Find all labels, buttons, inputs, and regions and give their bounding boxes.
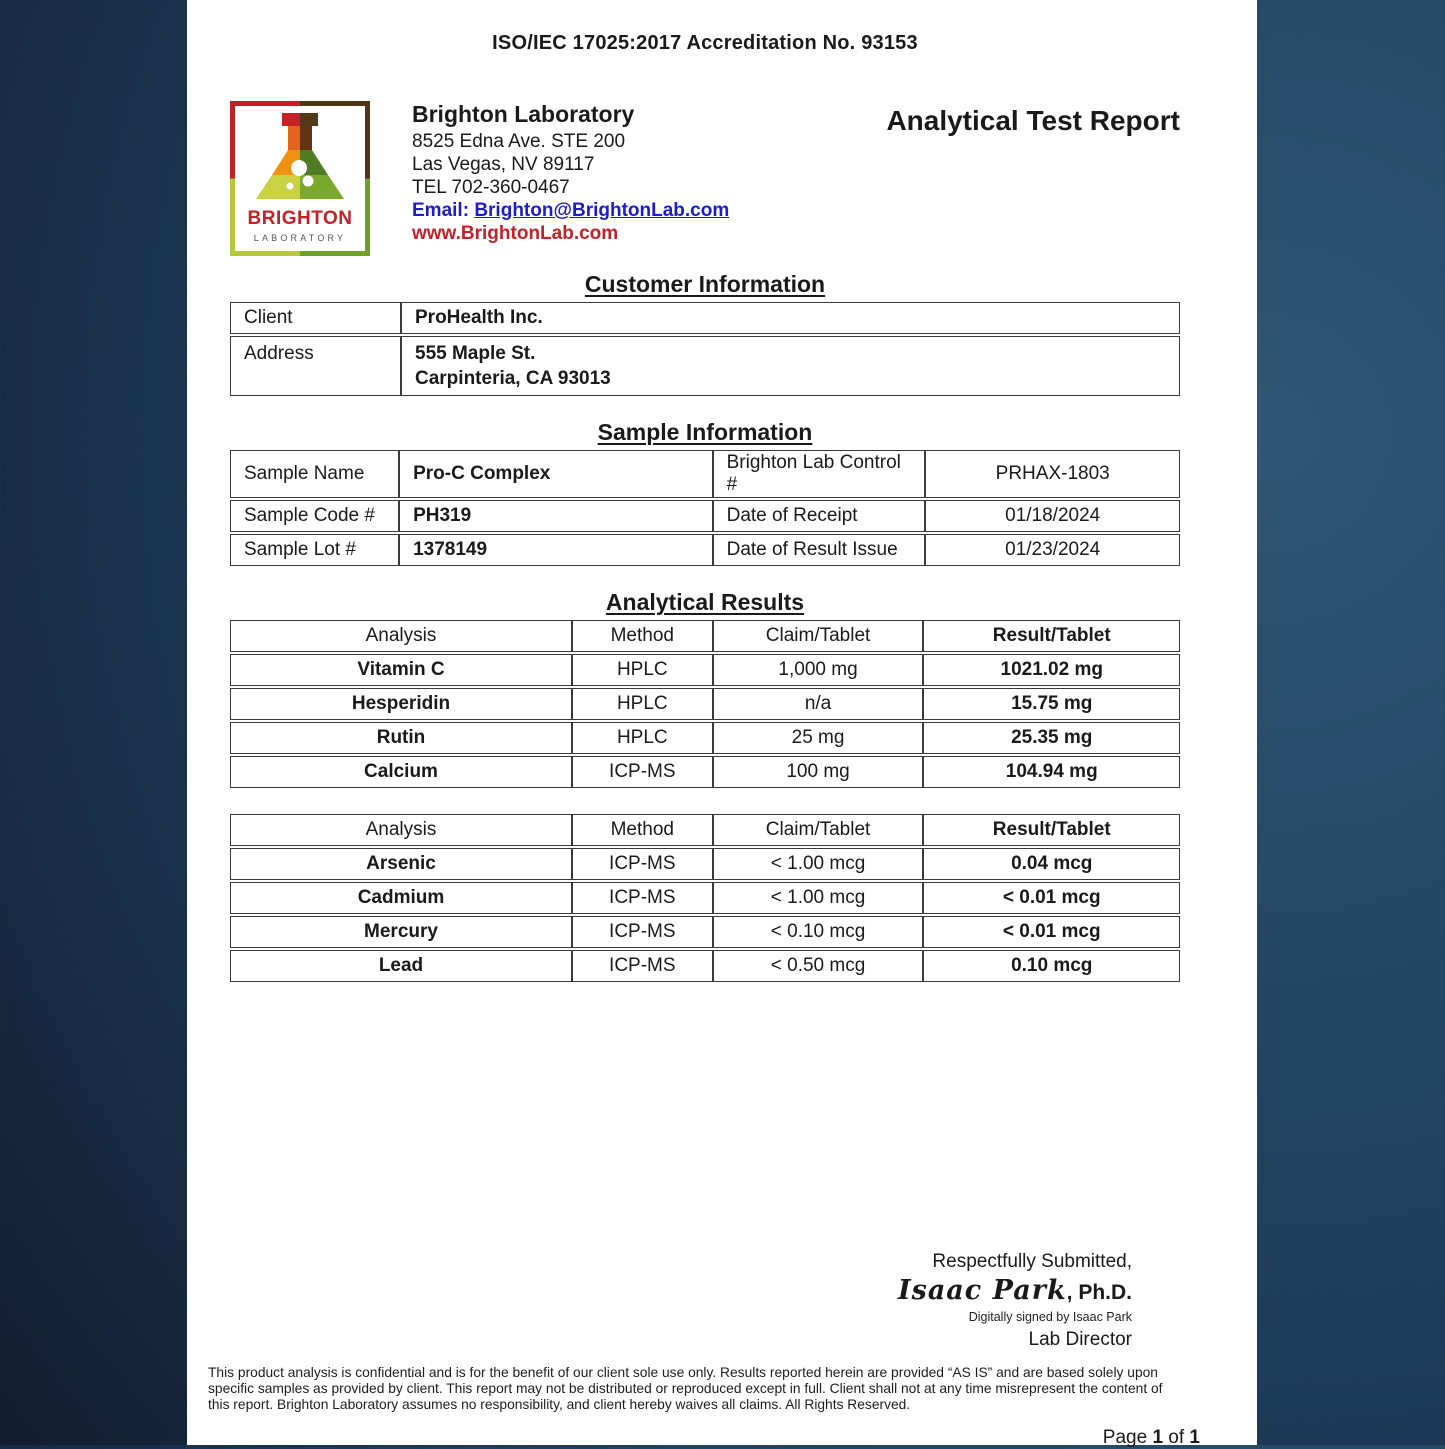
logo-brand-text: BRIGHTON <box>247 208 353 229</box>
claim-cell: 1,000 mg <box>713 654 924 686</box>
table-row <box>230 688 1180 720</box>
column-header: Claim/Tablet <box>713 814 924 846</box>
method-cell: HPLC <box>572 654 713 686</box>
sample-field-value: 1378149 <box>399 534 713 566</box>
table-row <box>230 534 1180 566</box>
sample-field-label: Date of Receipt <box>713 500 926 532</box>
claim-cell: n/a <box>713 688 924 720</box>
claim-cell: < 1.00 mcg <box>713 882 924 914</box>
result-cell: 0.10 mcg <box>923 950 1180 982</box>
lab-address-line2: Las Vegas, NV 89117 <box>412 154 595 175</box>
table-row <box>230 500 1180 532</box>
disclaimer-text: This product analysis is confidential and is for the benefit of our client sole use only. Results reported herein are provided “AS IS” and are based solely upon specific samples as provided by client. This report may not be distributed or reproduced except in full. Client shall not at any time misrepresent the content of this report. Brighton Laboratory assumes no responsibility, and client hereby waives all claims. All Rights Reserved. <box>208 1364 1163 1413</box>
result-cell: < 0.01 mcg <box>923 882 1180 914</box>
client-label: Client <box>230 302 401 334</box>
result-cell: < 0.01 mcg <box>923 916 1180 948</box>
client-value: ProHealth Inc. <box>401 302 1180 334</box>
table-header-row <box>230 814 1180 846</box>
sample-field-value: PH319 <box>399 500 713 532</box>
logo-frame-bottom <box>230 251 370 256</box>
results-table-1 <box>230 618 1180 790</box>
report-page <box>187 0 1257 1448</box>
email-link[interactable]: Brighton@BrightonLab.com <box>474 200 730 221</box>
table-row <box>230 722 1180 754</box>
logo-brand-subtext: LABORATORY <box>253 233 347 243</box>
method-cell: ICP-MS <box>572 916 713 948</box>
result-cell: 104.94 mg <box>923 756 1180 788</box>
sample-field-label: Sample Code # <box>230 500 399 532</box>
analysis-cell: Hesperidin <box>230 688 572 720</box>
result-cell: 0.04 mcg <box>923 848 1180 880</box>
sample-info-title: Sample Information <box>597 419 813 445</box>
claim-cell: < 0.10 mcg <box>713 916 924 948</box>
analysis-cell: Mercury <box>230 916 572 948</box>
result-cell: 15.75 mg <box>923 688 1180 720</box>
analysis-cell: Lead <box>230 950 572 982</box>
method-cell: ICP-MS <box>572 882 713 914</box>
sample-field-value: 01/23/2024 <box>925 534 1180 566</box>
column-header: Result/Tablet <box>923 814 1180 846</box>
page-current: 1 <box>1152 1426 1164 1448</box>
address-line1: 555 Maple St. <box>415 343 536 364</box>
sample-field-label: Brighton Lab Control # <box>713 450 926 498</box>
column-header: Method <box>572 814 713 846</box>
page-prefix: Page <box>1102 1426 1153 1448</box>
claim-cell: < 0.50 mcg <box>713 950 924 982</box>
logo-frame-top <box>230 101 370 106</box>
table-row <box>230 302 1180 334</box>
lab-address-line1: 8525 Edna Ave. STE 200 <box>412 131 626 152</box>
table-row <box>230 882 1180 914</box>
signer-role: Lab Director <box>1028 1328 1132 1350</box>
lab-email-line <box>412 199 729 222</box>
lab-phone: TEL 702-360-0467 <box>412 177 570 198</box>
table-row <box>230 450 1180 498</box>
sample-field-label: Sample Name <box>230 450 399 498</box>
analysis-cell: Calcium <box>230 756 572 788</box>
table-header-row <box>230 620 1180 652</box>
analysis-cell: Cadmium <box>230 882 572 914</box>
page-total: 1 <box>1189 1426 1200 1448</box>
sample-field-value: Pro-C Complex <box>399 450 713 498</box>
accreditation-line: ISO/IEC 17025:2017 Accreditation No. 93153 <box>492 32 918 54</box>
analytical-results-title: Analytical Results <box>605 589 805 615</box>
result-cell: 25.35 mg <box>923 722 1180 754</box>
address-label: Address <box>230 336 401 396</box>
sample-field-label: Date of Result Issue <box>713 534 926 566</box>
lab-header <box>230 101 1180 256</box>
method-cell: ICP-MS <box>572 756 713 788</box>
table-row <box>230 654 1180 686</box>
result-cell: 1021.02 mg <box>923 654 1180 686</box>
column-header: Result/Tablet <box>923 620 1180 652</box>
signature-salutation: Respectfully Submitted, <box>932 1251 1132 1272</box>
claim-cell: 100 mg <box>713 756 924 788</box>
sample-info-table <box>230 448 1180 568</box>
customer-info-title: Customer Information <box>584 271 826 297</box>
signature-block <box>230 1252 1180 1349</box>
sample-field-value: PRHAX-1803 <box>925 450 1180 498</box>
report-title: Analytical Test Report <box>886 105 1180 136</box>
results-table-2 <box>230 812 1180 984</box>
signature-suffix: , Ph.D. <box>1066 1281 1132 1304</box>
analysis-cell: Arsenic <box>230 848 572 880</box>
flask-icon <box>250 111 350 203</box>
digital-signature-note: Digitally signed by Isaac Park <box>968 1310 1132 1324</box>
method-cell: HPLC <box>572 722 713 754</box>
lab-name: Brighton Laboratory <box>412 101 635 127</box>
analysis-cell: Vitamin C <box>230 654 572 686</box>
table-row <box>230 848 1180 880</box>
address-value <box>401 336 1180 396</box>
sample-field-value: 01/18/2024 <box>925 500 1180 532</box>
email-label: Email: <box>412 200 475 221</box>
lab-contact-block <box>412 101 729 245</box>
column-header: Analysis <box>230 620 572 652</box>
method-cell: ICP-MS <box>572 848 713 880</box>
brighton-logo <box>230 101 370 256</box>
analysis-cell: Rutin <box>230 722 572 754</box>
claim-cell: 25 mg <box>713 722 924 754</box>
column-header: Analysis <box>230 814 572 846</box>
table-row <box>230 916 1180 948</box>
page-of: of <box>1163 1426 1190 1448</box>
sample-field-label: Sample Lot # <box>230 534 399 566</box>
address-line2: Carpinteria, CA 93013 <box>415 368 611 389</box>
column-header: Method <box>572 620 713 652</box>
signature-handwritten-name: Isaac Park <box>897 1275 1067 1306</box>
table-row <box>230 950 1180 982</box>
column-header: Claim/Tablet <box>713 620 924 652</box>
lab-website: www.BrightonLab.com <box>412 223 619 244</box>
method-cell: HPLC <box>572 688 713 720</box>
customer-info-table <box>230 300 1180 398</box>
signature-name-row <box>230 1277 1132 1304</box>
page-number <box>230 1427 1200 1449</box>
table-row <box>230 336 1180 396</box>
table-row <box>230 756 1180 788</box>
claim-cell: < 1.00 mcg <box>713 848 924 880</box>
method-cell: ICP-MS <box>572 950 713 982</box>
